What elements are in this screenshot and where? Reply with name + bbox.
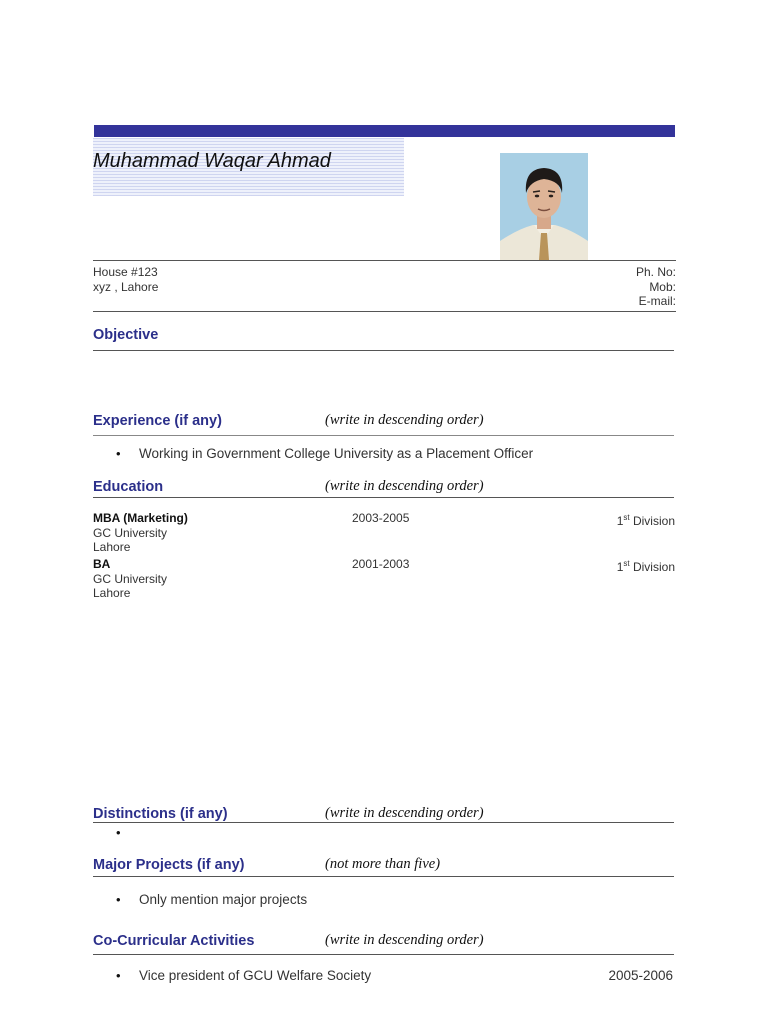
divider xyxy=(93,954,674,955)
divider xyxy=(93,497,674,498)
projects-note: (not more than five) xyxy=(325,856,441,872)
education-city: Lahore xyxy=(93,540,131,554)
divider xyxy=(93,311,676,312)
mobile-label: Mob: xyxy=(649,280,676,294)
divider xyxy=(93,260,676,261)
education-division: 1st Division xyxy=(616,513,675,528)
cocurricular-years: 2005-2006 xyxy=(608,968,673,983)
experience-item: Working in Government College University as a Placement Officer xyxy=(139,446,534,461)
education-note: (write in descending order) xyxy=(325,478,484,494)
education-heading: Education xyxy=(93,479,164,495)
divider xyxy=(93,435,674,436)
projects-heading: Major Projects (if any) xyxy=(93,857,245,873)
project-item: Only mention major projects xyxy=(139,892,308,907)
objective-heading: Objective xyxy=(93,327,159,343)
cocurricular-item: Vice president of GCU Welfare Society xyxy=(139,968,372,983)
bullet-icon: • xyxy=(116,892,121,907)
education-institution: GC University xyxy=(93,526,168,540)
bullet-icon: • xyxy=(116,825,121,840)
bullet-icon: • xyxy=(116,446,121,461)
education-degree: BA xyxy=(93,557,111,571)
phone-label: Ph. No: xyxy=(635,265,676,279)
bullet-icon: • xyxy=(116,968,121,983)
education-institution: GC University xyxy=(93,572,168,586)
divider xyxy=(93,876,674,877)
divider xyxy=(93,350,674,351)
education-years: 2003-2005 xyxy=(352,511,410,525)
distinctions-note: (write in descending order) xyxy=(325,805,484,821)
education-city: Lahore xyxy=(93,586,131,600)
education-division: 1st Division xyxy=(616,559,675,574)
header-bar xyxy=(94,125,675,137)
profile-photo xyxy=(500,153,588,260)
candidate-name: Muhammad Waqar Ahmad xyxy=(93,150,331,172)
cocurricular-heading: Co-Curricular Activities xyxy=(93,933,255,949)
cocurricular-note: (write in descending order) xyxy=(325,932,484,948)
email-label: E-mail: xyxy=(638,294,676,308)
address-line-1: House #123 xyxy=(93,265,158,279)
education-degree: MBA (Marketing) xyxy=(93,511,188,525)
experience-note: (write in descending order) xyxy=(325,412,484,428)
address-line-2: xyz , Lahore xyxy=(93,280,159,294)
education-years: 2001-2003 xyxy=(352,557,410,571)
experience-heading: Experience (if any) xyxy=(93,413,222,429)
distinctions-heading: Distinctions (if any) xyxy=(93,806,228,822)
divider xyxy=(93,822,674,823)
